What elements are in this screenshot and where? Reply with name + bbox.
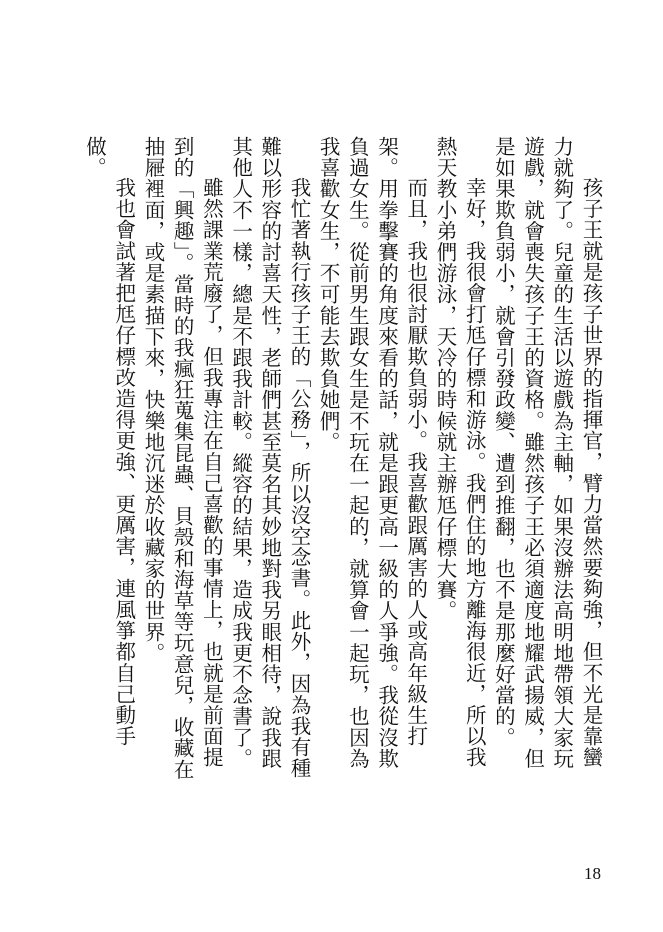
paragraph-3: 而且，我也很討厭欺負弱小。我喜歡跟厲害的人或高年級生打架。用拳擊賽的角度來看的話，就是跟更高一級的人爭強。我從沒欺負過女生。從前男生跟女生是不玩在一起的，就算會一起玩，也因為我喜歡女生，不可能去欺負她們。 (316, 136, 428, 769)
page-number: 18 (584, 864, 601, 883)
paragraph-1: 孩子王就是孩子世界的指揮官，臂力當然要夠強，但不光是靠蠻力就夠了。兒童的生活以遊戲為主軸，如果沒辦法高明地帶領大家玩遊戲，就會喪失孩子王的資格。雖然孩子王必須適度地耀武揚威，但是如果欺負弱小，就會引發政變、遭到推翻，也不是那麼好當的。 (491, 136, 603, 769)
paragraph-2: 幸好，我很會打尪仔標和游泳。我們住的地方離海很近，所以我熱天教小弟們游泳，天冷的時候就主辦尪仔標大賽。 (432, 136, 487, 768)
paragraph-6: 我也會試著把尪仔標改造得更強、更厲害，連風箏都自己動手做。 (82, 136, 136, 747)
vertical-text-body (82, 136, 605, 786)
paragraph-4: 我忙著執行孩子王的「公務」，所以沒空念書。此外，因為我有種難以形容的討喜天性，老師們甚至莫名其妙地對我另眼相待，說我跟其他人不一樣，總是不跟我計較。縱容的結果，造成我更不念書了。 (228, 136, 311, 779)
paragraph-5: 雖然課業荒廢了，但我專注在自己喜歡的事情上，也就是前面提到的「興趣」。當時的我瘋狂蒐集昆蟲、貝殼和海草等玩意兒，收藏在抽屜裡面，或是素描下來，快樂地沉迷於收藏家的世界。 (140, 136, 224, 780)
